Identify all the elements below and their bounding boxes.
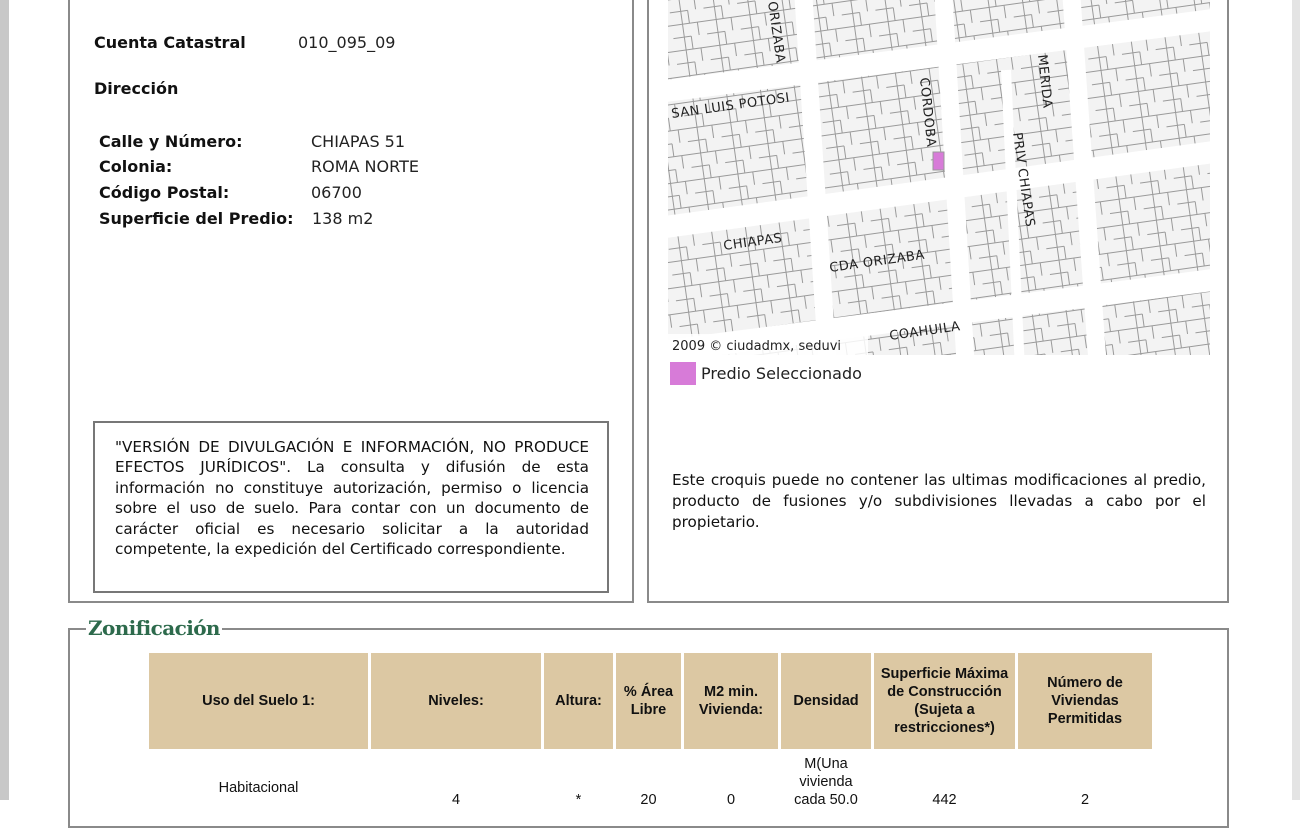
field-label: Código Postal: <box>99 183 230 202</box>
field-value: 138 m2 <box>312 209 374 228</box>
column-header: Uso del Suelo 1: <box>149 653 368 749</box>
column-header: M2 min. Vivienda: <box>684 653 778 749</box>
map-credit: 2009 © ciudadmx, seduvi <box>672 339 842 354</box>
street-label: MERIDA <box>1034 53 1055 110</box>
street-label: PRIV CHIAPAS <box>1009 131 1038 229</box>
legend-swatch <box>670 362 696 385</box>
cuenta-label: Cuenta Catastral <box>94 33 246 52</box>
direccion-heading: Dirección <box>94 79 179 98</box>
street-label: SAN LUIS POTOSI <box>670 90 791 122</box>
field-label: Superficie del Predio: <box>99 209 294 228</box>
cell: 442 <box>932 792 957 808</box>
disclaimer-box: "VERSIÓN DE DIVULGACIÓN E INFORMACIÓN, NO PRODUCE EFECTOS JURÍDICOS". La consulta y difusión de esta información no constituye autorización, permiso o licencia sobre el uso de suelo. Para contar con un documento de carácter oficial es necesario solicitar a la autoridad competente, la expedición del Certificado correspondiente. <box>93 421 609 593</box>
column-header: % Área Libre <box>616 653 681 749</box>
map-note: Este croquis puede no contener las ultimas modificaciones al predio, producto de fusiones y/o subdivisiones llevadas a cabo por el propietario. <box>672 471 1206 531</box>
page-edge-right <box>1292 0 1300 800</box>
column-header: Niveles: <box>371 653 541 749</box>
field-value: ROMA NORTE <box>311 157 419 176</box>
cell: 0 <box>726 792 736 808</box>
column-header: Número de Viviendas Permitidas <box>1018 653 1152 749</box>
cell: * <box>575 792 582 808</box>
table-row <box>149 749 1152 810</box>
cell: Habitacional <box>218 780 299 796</box>
field-label: Calle y Número: <box>99 132 243 151</box>
cuenta-value: 010_095_09 <box>298 33 396 52</box>
street-label: CHIAPAS <box>722 230 784 254</box>
street-label: ORIZABA <box>764 0 788 65</box>
column-header: Densidad <box>781 653 871 749</box>
column-header: Superficie Máxima de Construcción (Sujeta a restricciones*) <box>874 653 1015 749</box>
street-label: COAHUILA <box>888 319 962 344</box>
street-label: CORDOBA <box>916 76 939 148</box>
legend-label: Predio Seleccionado <box>701 364 862 383</box>
selected-parcel[interactable] <box>933 152 944 170</box>
zonificacion-title: Zonificación <box>88 616 220 640</box>
cell: 2 <box>1080 792 1090 808</box>
cell: M(Una vivienda cada 50.0 <box>794 756 858 808</box>
field-label: Colonia: <box>99 157 173 176</box>
zonificacion-table <box>146 653 1155 810</box>
cell: 20 <box>640 792 657 808</box>
street-label: CDA ORIZABA <box>828 247 926 276</box>
cadastral-map[interactable] <box>668 0 1210 355</box>
column-header: Altura: <box>544 653 613 749</box>
page-edge <box>0 0 9 800</box>
table-header-row <box>149 653 1152 749</box>
cell: 4 <box>451 792 461 808</box>
field-value: CHIAPAS 51 <box>311 132 406 151</box>
field-value: 06700 <box>311 183 362 202</box>
